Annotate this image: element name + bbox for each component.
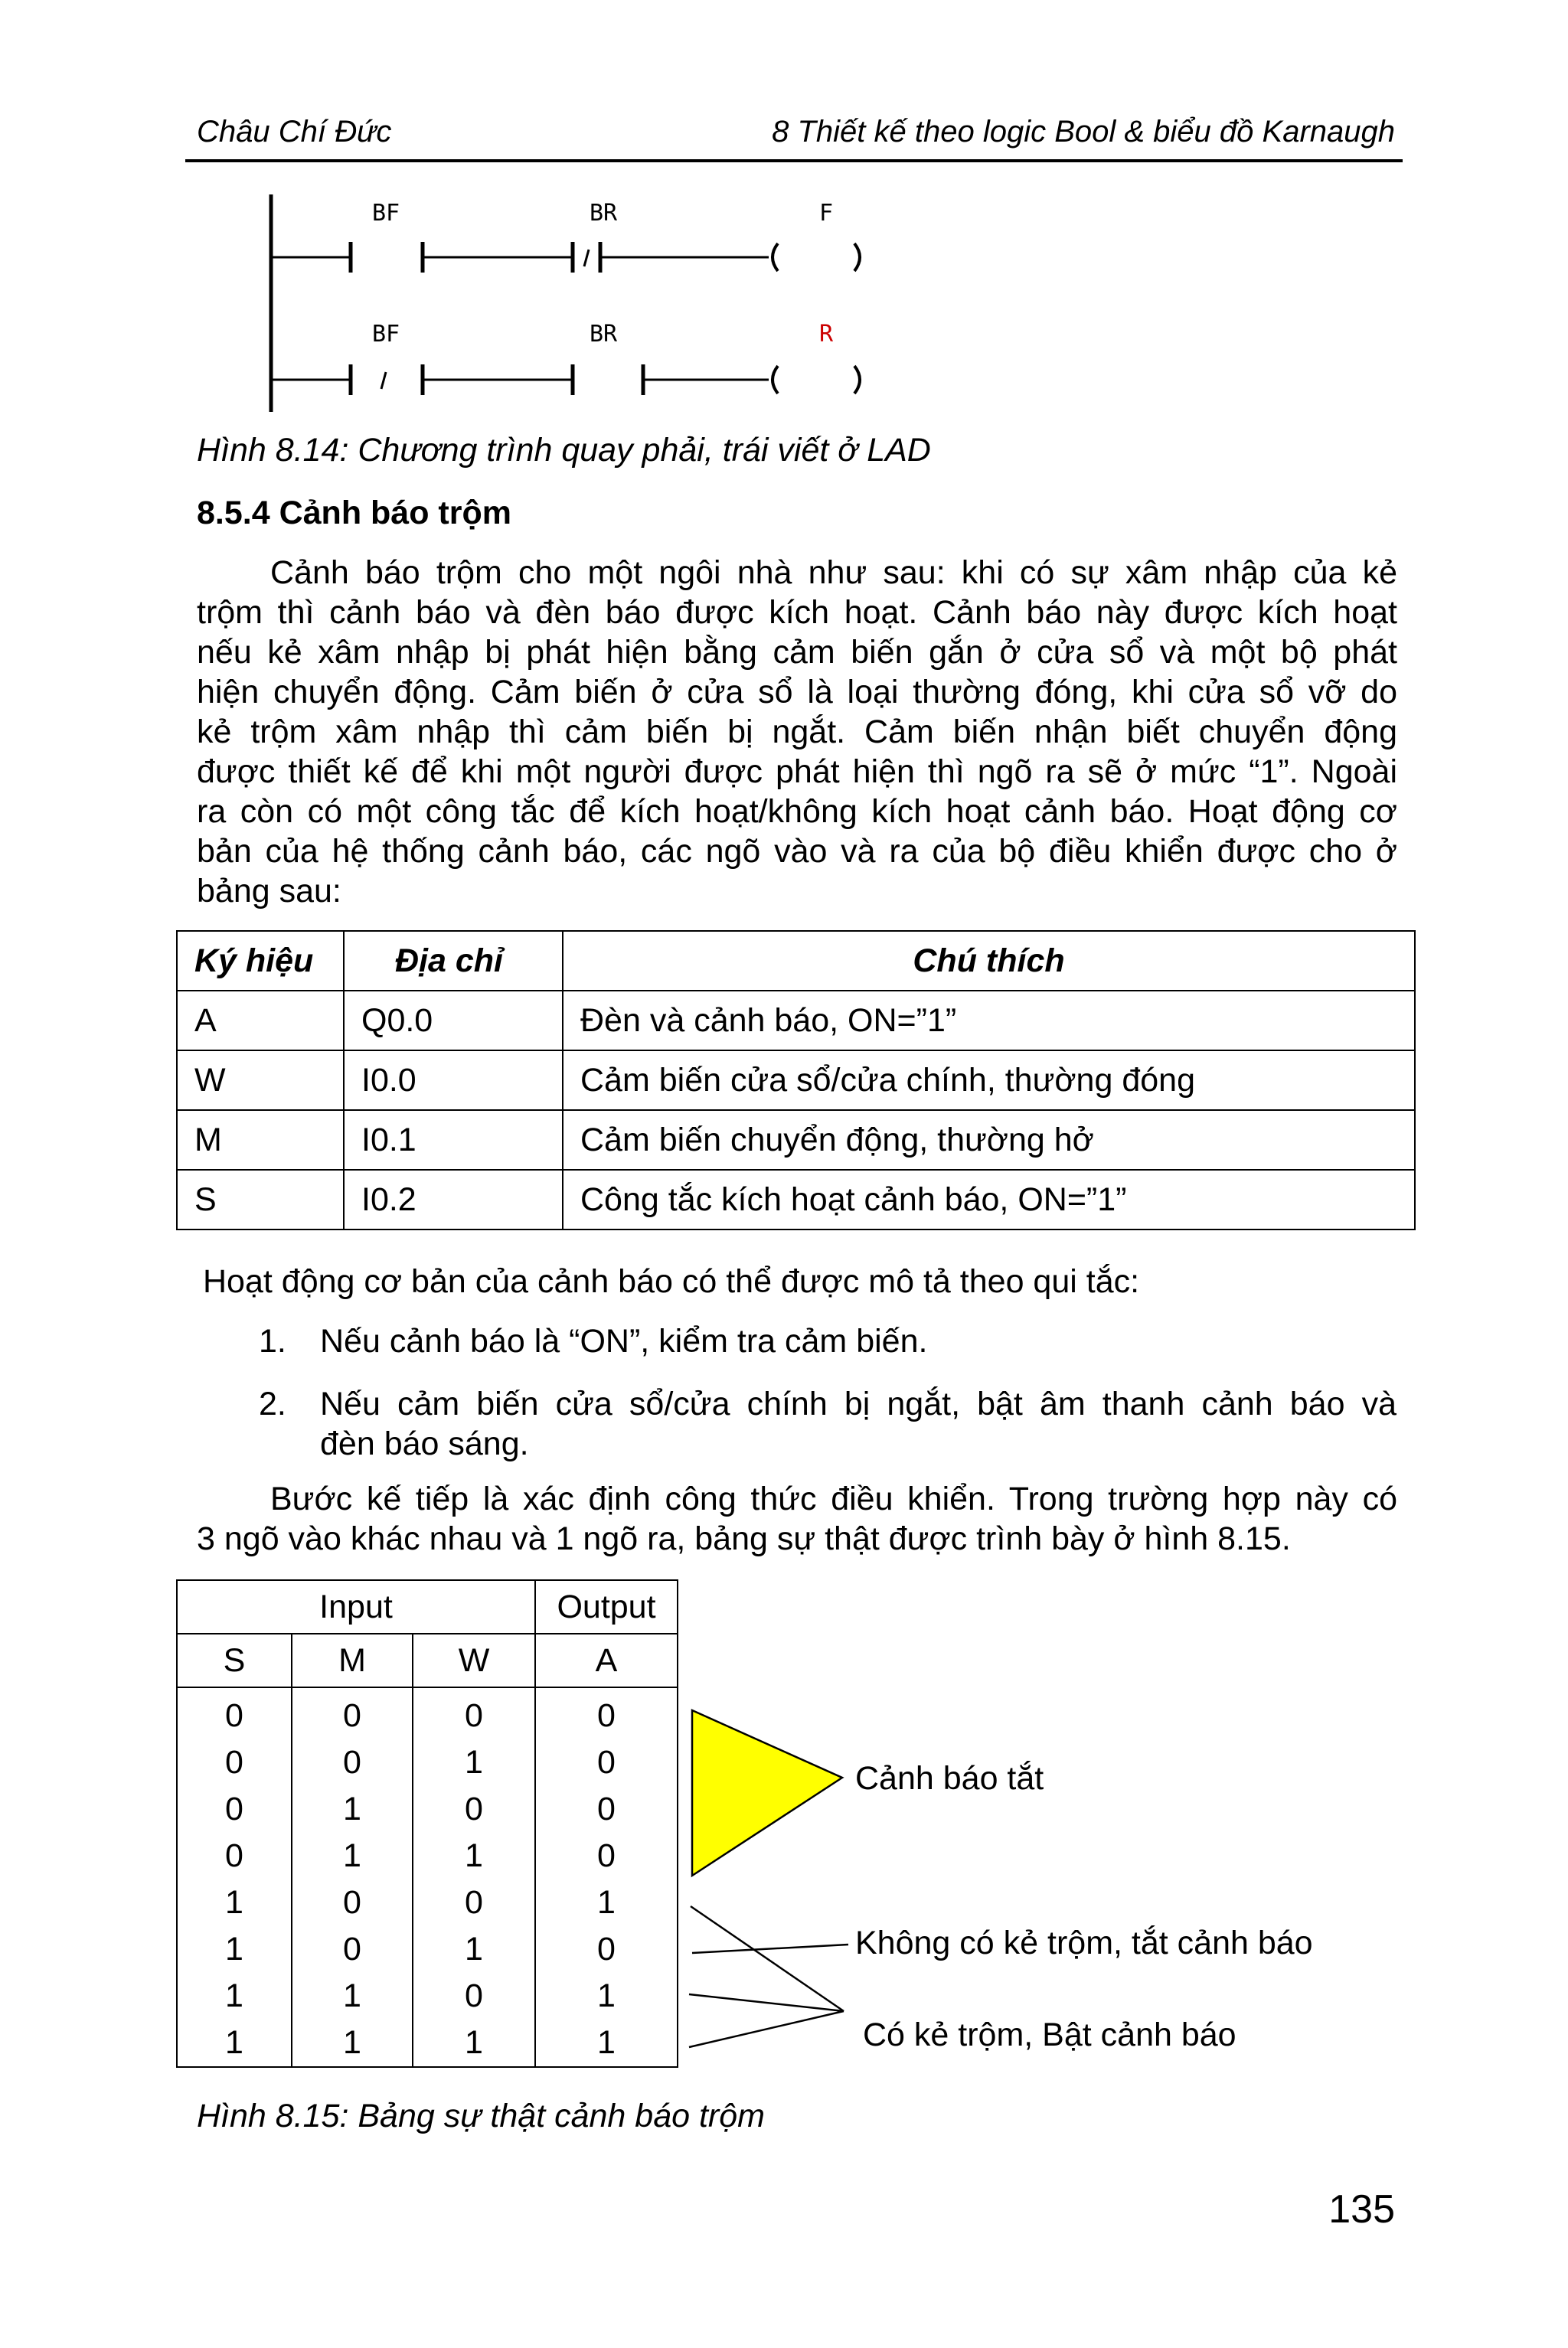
table-cell: 0 xyxy=(413,1786,535,1833)
paragraph-line: ra còn có một công tắc để kích hoạt/không kích hoạt cảnh báo. Hoạt động cơ xyxy=(197,793,1397,830)
paragraph-intro xyxy=(197,553,1397,911)
paragraph-line: nếu kẻ xâm nhập bị phát hiện bằng cảm biến gắn ở cửa sổ và một bộ phát xyxy=(197,634,1397,671)
truth-table-input-header: Input xyxy=(177,1580,535,1634)
table-cell: 1 xyxy=(177,2020,292,2067)
table-cell: 0 xyxy=(292,1926,413,1973)
alarm-off-triangle xyxy=(692,1710,842,1876)
table-cell: I0.0 xyxy=(344,1050,563,1110)
paragraph-line: trộm thì cảnh báo và đèn báo được kích hoạt. Cảnh báo này được kích hoạt xyxy=(197,594,1397,631)
table-row xyxy=(177,1739,678,1786)
table-row xyxy=(177,1973,678,2020)
table-cell: 1 xyxy=(535,2020,678,2067)
annotation-thief: Có kẻ trộm, Bật cảnh báo xyxy=(863,2017,1236,2053)
table-cell: 0 xyxy=(535,1786,678,1833)
table-cell: 0 xyxy=(535,1926,678,1973)
table-row xyxy=(177,2020,678,2067)
section-title: 8.5.4 Cảnh báo trộm xyxy=(197,495,511,531)
table-cell: 1 xyxy=(413,1739,535,1786)
table-cell: 0 xyxy=(292,1879,413,1926)
table-cell: 0 xyxy=(413,1687,535,1739)
truth-table xyxy=(176,1579,678,2068)
table-cell: I0.1 xyxy=(344,1110,563,1170)
pointer-line xyxy=(689,1994,844,2011)
table-cell: 1 xyxy=(535,1973,678,2020)
pointer-line xyxy=(691,1906,844,2011)
ladder-diagram xyxy=(260,190,896,420)
rung1-contact2-label: BR xyxy=(590,200,618,227)
table-cell: 0 xyxy=(535,1833,678,1879)
table-cell: 1 xyxy=(177,1879,292,1926)
ladder-rung-2 xyxy=(271,321,860,395)
ladder-rung-1 xyxy=(271,200,860,273)
symbol-table-header-cell: Địa chỉ xyxy=(344,931,563,991)
rule-line: đèn báo sáng. xyxy=(320,1425,529,1462)
table-cell: M xyxy=(177,1110,344,1170)
paragraph-next-step xyxy=(197,1479,1397,1559)
rule-number: 2. xyxy=(259,1386,286,1422)
table-cell: Đèn và cảnh báo, ON=”1” xyxy=(563,991,1415,1050)
table-row xyxy=(177,1050,1415,1110)
table-cell: 0 xyxy=(535,1739,678,1786)
table-row xyxy=(177,1926,678,1973)
table-cell: 0 xyxy=(535,1687,678,1739)
symbol-table xyxy=(176,930,1416,1230)
rung2-contact2-label: BR xyxy=(590,321,618,348)
table-cell: 1 xyxy=(292,2020,413,2067)
table-row xyxy=(177,1833,678,1879)
table-row xyxy=(177,991,1415,1050)
table-cell: Q0.0 xyxy=(344,991,563,1050)
table-cell: 1 xyxy=(413,1926,535,1973)
table-cell: A xyxy=(177,991,344,1050)
table-cell: 0 xyxy=(177,1786,292,1833)
rung1-coil-label: F xyxy=(819,200,834,227)
header-author: Châu Chí Đức xyxy=(197,115,392,149)
table-cell: 1 xyxy=(413,1833,535,1879)
table-cell: S xyxy=(177,1170,344,1230)
paragraph-line: Bước kế tiếp là xác định công thức điều khiển. Trong trường hợp này có xyxy=(270,1481,1397,1517)
table-cell: 0 xyxy=(177,1687,292,1739)
annotation-no-thief: Không có kẻ trộm, tắt cảnh báo xyxy=(855,1925,1313,1961)
header-chapter: 8 Thiết kế theo logic Bool & biểu đồ Karnaugh xyxy=(772,115,1395,149)
table-cell: 1 xyxy=(413,2020,535,2067)
table-cell: 0 xyxy=(413,1879,535,1926)
table-cell: 0 xyxy=(292,1687,413,1739)
truth-table-group-header xyxy=(177,1580,678,1634)
rung1-contact1-label: BF xyxy=(372,200,400,227)
page-number: 135 xyxy=(1328,2187,1395,2232)
truth-table-output-header: Output xyxy=(535,1580,678,1634)
table-row xyxy=(177,1786,678,1833)
table-cell: W xyxy=(177,1050,344,1110)
table-cell: 1 xyxy=(177,1926,292,1973)
rules-intro: Hoạt động cơ bản của cảnh báo có thể được mô tả theo qui tắc: xyxy=(203,1263,1140,1300)
rule-line: Nếu cảm biến cửa sổ/cửa chính bị ngắt, bật âm thanh cảnh báo và xyxy=(320,1386,1396,1422)
table-cell: Cảm biến chuyển động, thường hở xyxy=(563,1110,1415,1170)
rung2-coil-label: R xyxy=(819,321,834,348)
paragraph-line: kẻ trộm xâm nhập thì cảm biến bị ngắt. Cảm biến nhận biết chuyển động xyxy=(197,714,1397,750)
truth-table-header-cell: W xyxy=(413,1634,535,1687)
paragraph-line: được thiết kế để khi một người được phát hiện thì ngõ ra sẽ ở mức “1”. Ngoài xyxy=(197,753,1397,790)
table-cell: 0 xyxy=(177,1739,292,1786)
table-cell: 0 xyxy=(177,1833,292,1879)
truth-table-header-cell: A xyxy=(535,1634,678,1687)
pointer-line xyxy=(689,2011,844,2047)
truth-table-header-cell: M xyxy=(292,1634,413,1687)
paragraph-line: bản của hệ thống cảnh báo, các ngõ vào và ra của bộ điều khiển được cho ở xyxy=(197,833,1397,870)
figure-8-15-caption: Hình 8.15: Bảng sự thật cảnh báo trộm xyxy=(197,2098,765,2134)
table-cell: 1 xyxy=(177,1973,292,2020)
table-row xyxy=(177,1170,1415,1230)
paragraph-line: bảng sau: xyxy=(197,873,341,909)
rule-text xyxy=(320,1384,1396,1464)
table-row xyxy=(177,1687,678,1739)
header-rule xyxy=(185,159,1403,162)
table-cell: Cảm biến cửa sổ/cửa chính, thường đóng xyxy=(563,1050,1415,1110)
symbol-table-header xyxy=(177,931,1415,991)
paragraph-line: Cảnh báo trộm cho một ngôi nhà như sau: khi có sự xâm nhập của kẻ xyxy=(270,554,1397,591)
table-row xyxy=(177,1879,678,1926)
table-cell: 1 xyxy=(535,1879,678,1926)
table-cell: 1 xyxy=(292,1973,413,2020)
table-cell: 1 xyxy=(292,1786,413,1833)
rule-text: Nếu cảnh báo là “ON”, kiểm tra cảm biến. xyxy=(320,1323,928,1360)
paragraph-line: hiện chuyển động. Cảm biến ở cửa sổ là loại thường đóng, khi cửa sổ vỡ do xyxy=(197,674,1397,710)
truth-table-header xyxy=(177,1634,678,1687)
rung2-contact1-label: BF xyxy=(372,321,400,348)
annotation-alarm-off: Cảnh báo tắt xyxy=(855,1760,1044,1797)
figure-8-14-caption: Hình 8.14: Chương trình quay phải, trái viết ở LAD xyxy=(197,432,931,469)
pointer-line xyxy=(692,1945,848,1953)
table-cell: 0 xyxy=(413,1973,535,2020)
symbol-table-header-cell: Ký hiệu xyxy=(177,931,344,991)
table-cell: 1 xyxy=(292,1833,413,1879)
table-row xyxy=(177,1110,1415,1170)
paragraph-line: 3 ngõ vào khác nhau và 1 ngõ ra, bảng sự thật được trình bày ở hình 8.15. xyxy=(197,1520,1291,1557)
truth-table-header-cell: S xyxy=(177,1634,292,1687)
symbol-table-header-cell: Chú thích xyxy=(563,931,1415,991)
table-cell: I0.2 xyxy=(344,1170,563,1230)
truth-table-annotations xyxy=(674,1700,949,2067)
table-cell: 0 xyxy=(292,1739,413,1786)
rule-number: 1. xyxy=(259,1323,286,1360)
table-cell: Công tắc kích hoạt cảnh báo, ON=”1” xyxy=(563,1170,1415,1230)
